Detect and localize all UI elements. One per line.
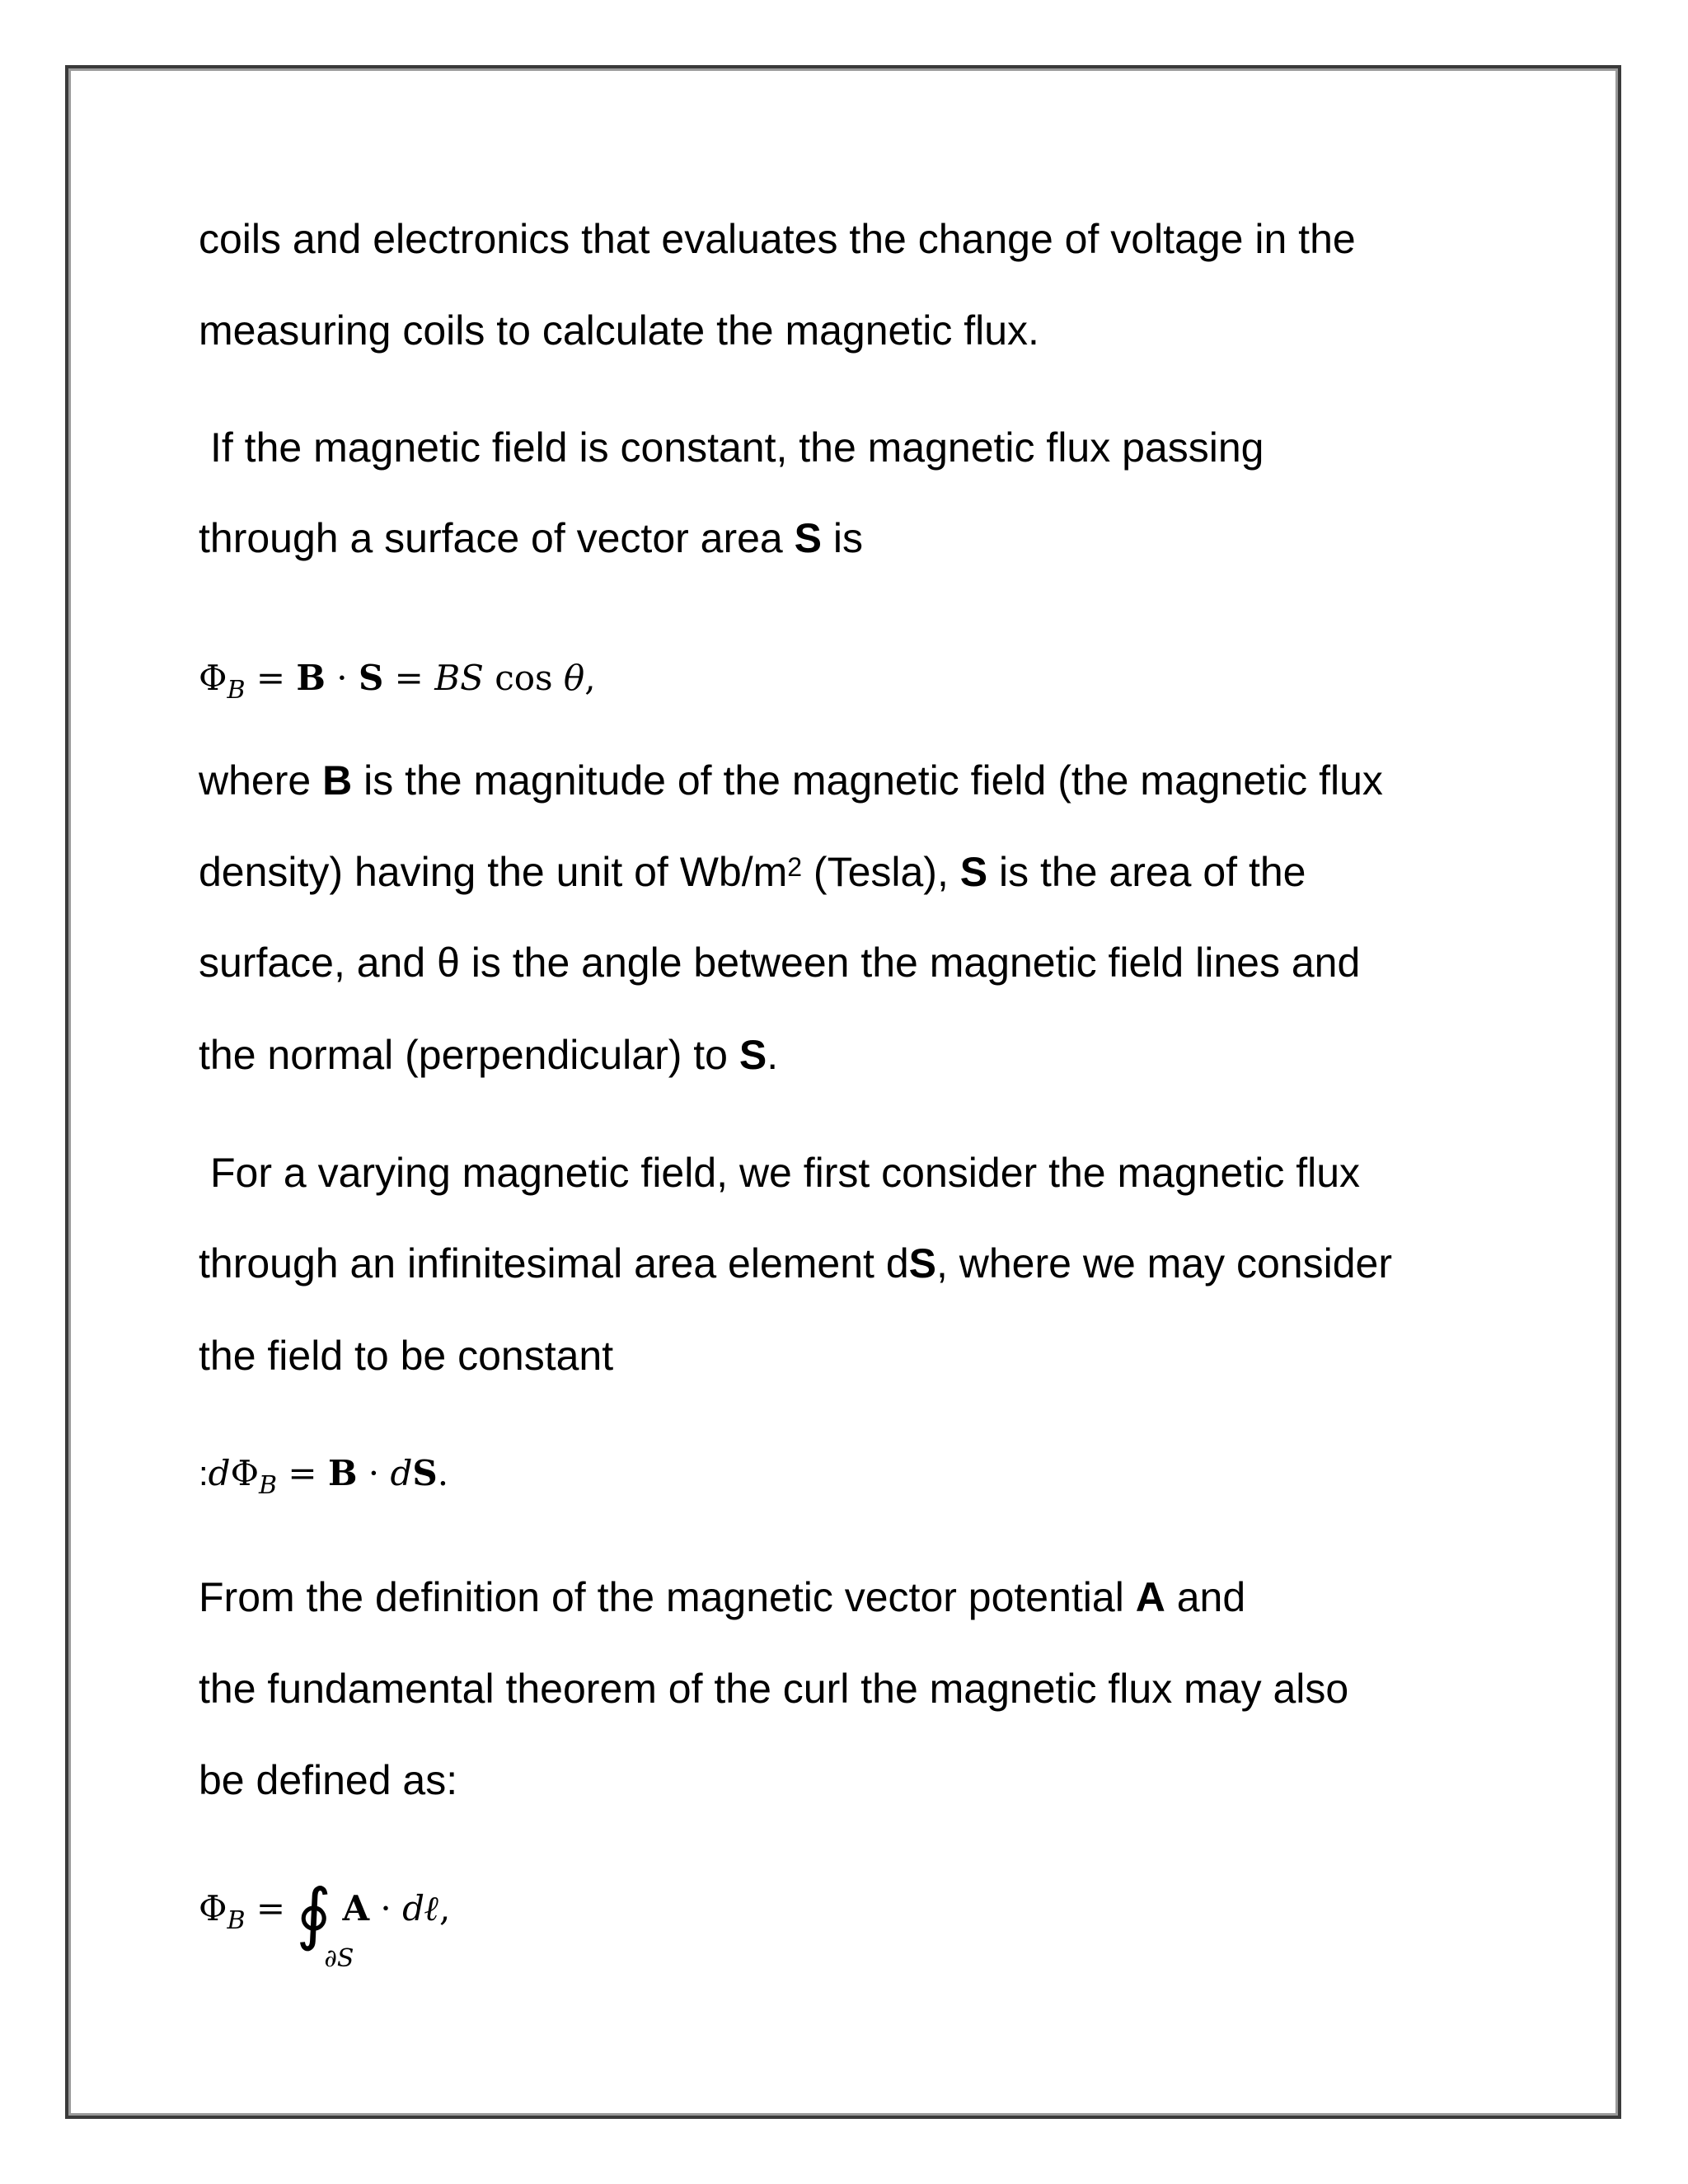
text-line-10: through an infinitesimal area element dS, where we may consider [199,1240,1392,1286]
equation-flux-differential: $:d\Phi_B = B$ · dS. [199,1453,449,1500]
vector-b: B [322,757,353,804]
text-line-13: the fundamental theorem of the curl the magnetic flux may also [199,1666,1349,1712]
text-line-5: where B is the magnitude of the magnetic field (the magnetic flux [199,757,1383,804]
vector-a: A [1135,1574,1165,1620]
vector-s: S [908,1240,936,1286]
text-line-7: surface, and θ is the angle between the magnetic field lines and [199,940,1361,986]
text-line-14: be defined as: [199,1757,458,1803]
equation-flux-constant: $\Phi_B = B \cdot S$ = BS cos θ, [199,658,596,705]
text-line-9: For a varying magnetic field, we first consider the magnetic flux [210,1150,1361,1196]
text-line-8: the normal (perpendicular) to S. [199,1032,779,1078]
vector-s: S [738,1032,767,1078]
text-line-4: through a surface of vector area S is [199,515,863,561]
contour-integral-sign: ∮ ∂S [296,1875,354,1973]
text-line-3: If the magnetic field is constant, the magnetic flux passing [210,424,1264,471]
vector-s: S [959,849,988,895]
text-line-2: measuring coils to calculate the magnetic flux. [199,307,1039,354]
vector-s: S [794,515,822,561]
text-line-11: the field to be constant [199,1333,614,1379]
page-border [65,65,1621,2119]
text-line-1: coils and electronics that evaluates the change of voltage in the [199,216,1356,262]
equation-flux-line-integral: $\Phi_B$ = ∮ ∂S A · dℓ, [199,1875,451,1973]
text-line-6: density) having the unit of $Wb/m^2$ (Tesla), S is the area of the [199,849,1306,895]
text-line-12: From the definition of the magnetic vector potential A and [199,1574,1246,1620]
